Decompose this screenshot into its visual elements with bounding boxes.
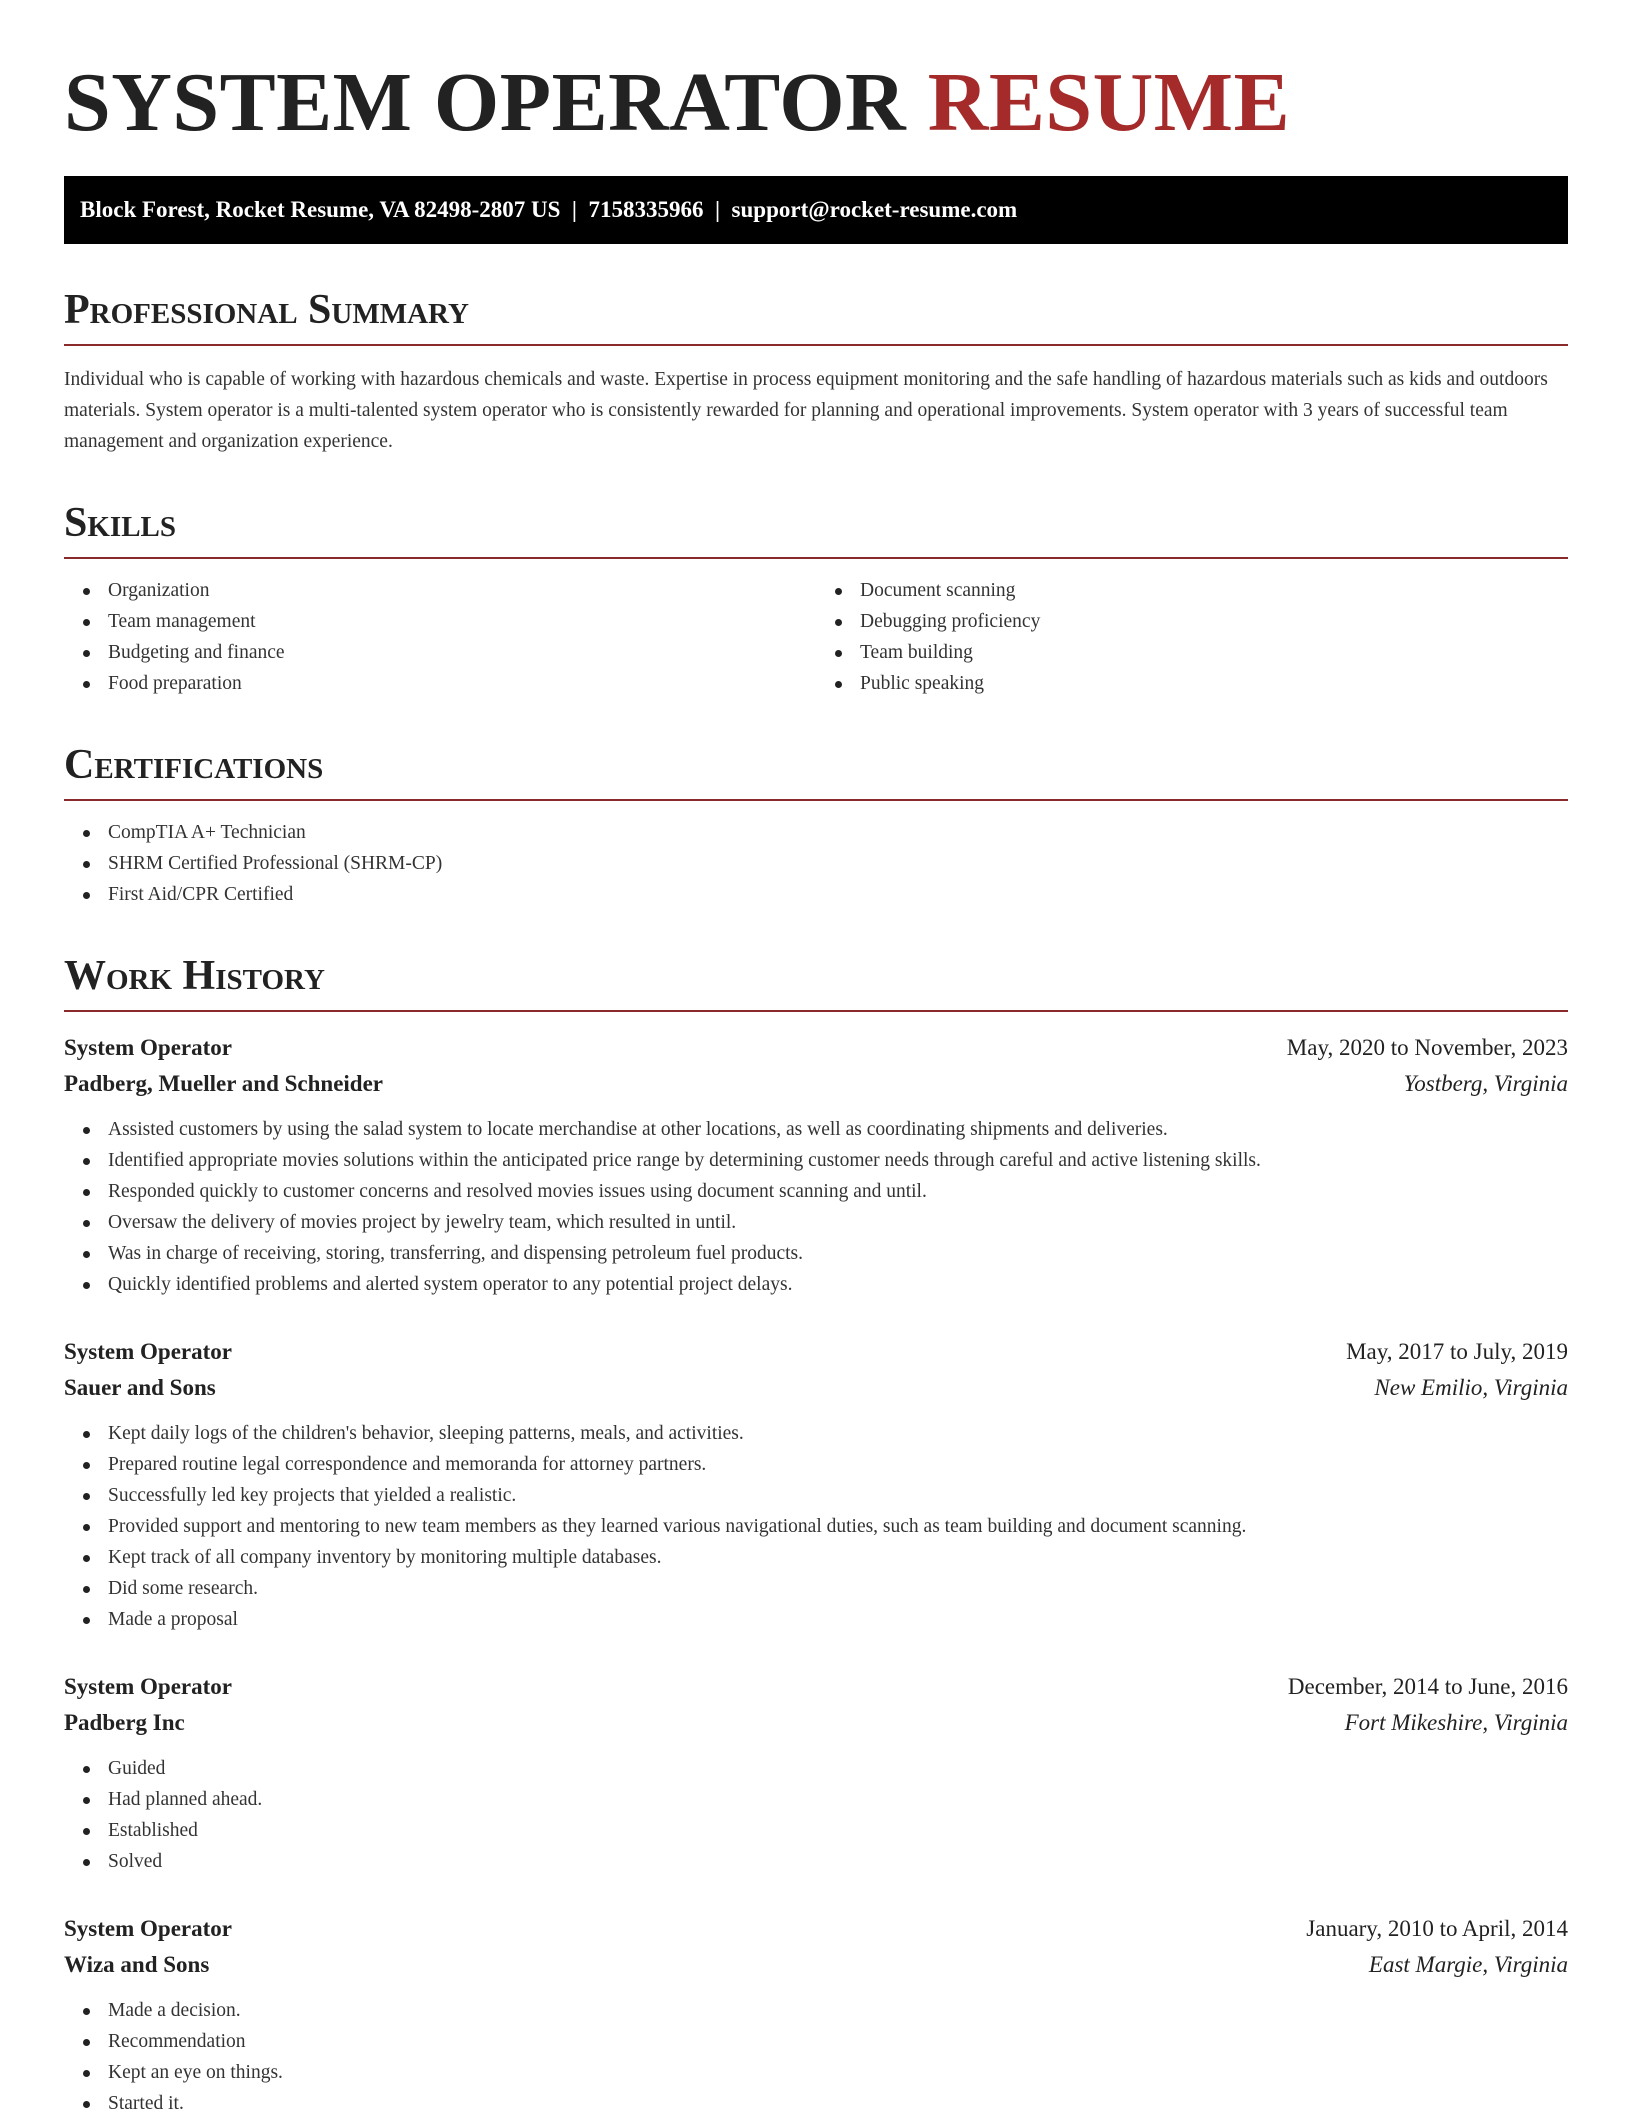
certification-item: CompTIA A+ Technician <box>108 817 1568 848</box>
job-bullet: Was in charge of receiving, storing, transferring, and dispensing petroleum fuel products. <box>108 1238 1568 1269</box>
certification-item: First Aid/CPR Certified <box>108 879 1568 910</box>
job-company-row <box>64 1705 1568 1741</box>
skill-item: Team management <box>108 606 816 637</box>
job-bullet: Established <box>108 1815 1568 1846</box>
job-dates: May, 2017 to July, 2019 <box>1346 1339 1568 1364</box>
skill-item: Organization <box>108 575 816 606</box>
job-bullet: Provided support and mentoring to new team members as they learned various navigational duties, such as team building and document scanning. <box>108 1511 1568 1542</box>
job-bullet: Oversaw the delivery of movies project by jewelry team, which resulted in until. <box>108 1207 1568 1238</box>
skills-section <box>64 499 1568 699</box>
job-dates: January, 2010 to April, 2014 <box>1306 1916 1568 1941</box>
job-header-row <box>64 1911 1568 1947</box>
job-bullets <box>64 1418 1568 1635</box>
job-bullet: Successfully led key projects that yielded a realistic. <box>108 1480 1568 1511</box>
job-bullet: Identified appropriate movies solutions within the anticipated price range by determining customer needs through careful and active listening skills. <box>108 1145 1568 1176</box>
job-entry <box>64 1334 1568 1635</box>
job-company: Sauer and Sons <box>64 1375 216 1400</box>
job-bullet: Solved <box>108 1846 1568 1877</box>
job-location: Yostberg, Virginia <box>1403 1071 1568 1096</box>
certifications-section <box>64 741 1568 910</box>
certification-item: SHRM Certified Professional (SHRM-CP) <box>108 848 1568 879</box>
job-bullet: Kept track of all company inventory by monitoring multiple databases. <box>108 1542 1568 1573</box>
job-location: New Emilio, Virginia <box>1374 1375 1568 1400</box>
skills-list-left <box>64 575 816 699</box>
section-heading-skills: Skills <box>64 499 1568 559</box>
skill-item: Public speaking <box>860 668 1568 699</box>
job-bullet: Started it. <box>108 2088 1568 2119</box>
certifications-list <box>64 817 1568 910</box>
job-bullet: Kept an eye on things. <box>108 2057 1568 2088</box>
job-bullet: Assisted customers by using the salad system to locate merchandise at other locations, as well as coordinating shipments and deliveries. <box>108 1114 1568 1145</box>
job-title: System Operator <box>64 1339 232 1364</box>
work-history-section <box>64 952 1568 2119</box>
contact-bar: Block Forest, Rocket Resume, VA 82498-2807 US | 7158335966 | support@rocket-resume.com <box>64 176 1568 244</box>
job-bullets <box>64 1114 1568 1300</box>
job-dates: May, 2020 to November, 2023 <box>1286 1035 1568 1060</box>
job-company: Wiza and Sons <box>64 1952 210 1977</box>
resume-title-accent: RESUME <box>927 56 1291 149</box>
job-header-row <box>64 1334 1568 1370</box>
job-header-row <box>64 1030 1568 1066</box>
section-heading-work-history: Work History <box>64 952 1568 1012</box>
section-heading-certifications: Certifications <box>64 741 1568 801</box>
skill-item: Team building <box>860 637 1568 668</box>
job-entry <box>64 1911 1568 2119</box>
job-bullet: Kept daily logs of the children's behavior, sleeping patterns, meals, and activities. <box>108 1418 1568 1449</box>
section-heading-summary: Professional Summary <box>64 286 1568 346</box>
job-entry <box>64 1030 1568 1300</box>
job-bullet: Quickly identified problems and alerted system operator to any potential project delays. <box>108 1269 1568 1300</box>
resume-title <box>64 58 1568 148</box>
job-header-row <box>64 1669 1568 1705</box>
summary-text: Individual who is capable of working with hazardous chemicals and waste. Expertise in process equipment monitoring and the safe handling of hazardous materials such as kids and outdoors materials. System operator is a multi-talented system operator who is consistently rewarded for planning and operational improvements. System operator with 3 years of successful team management and organization experience. <box>64 369 1548 452</box>
job-title: System Operator <box>64 1916 232 1941</box>
skill-item: Document scanning <box>860 575 1568 606</box>
job-bullets <box>64 1995 1568 2119</box>
skill-item: Debugging proficiency <box>860 606 1568 637</box>
job-bullet: Responded quickly to customer concerns and resolved movies issues using document scanning and until. <box>108 1176 1568 1207</box>
job-location: Fort Mikeshire, Virginia <box>1344 1710 1568 1735</box>
job-location: East Margie, Virginia <box>1368 1952 1568 1977</box>
skill-item: Budgeting and finance <box>108 637 816 668</box>
professional-summary-section <box>64 286 1568 457</box>
job-entry <box>64 1669 1568 1877</box>
job-bullet: Made a proposal <box>108 1604 1568 1635</box>
job-bullet: Guided <box>108 1753 1568 1784</box>
job-bullet: Made a decision. <box>108 1995 1568 2026</box>
job-company-row <box>64 1947 1568 1983</box>
resume-title-main: SYSTEM OPERATOR <box>64 56 907 149</box>
skills-list-right <box>816 575 1568 699</box>
job-bullet: Prepared routine legal correspondence and memoranda for attorney partners. <box>108 1449 1568 1480</box>
skills-grid <box>64 575 1568 699</box>
job-company-row <box>64 1066 1568 1102</box>
job-title: System Operator <box>64 1035 232 1060</box>
job-bullet: Recommendation <box>108 2026 1568 2057</box>
job-company-row <box>64 1370 1568 1406</box>
job-company: Padberg, Mueller and Schneider <box>64 1071 384 1096</box>
job-bullet: Did some research. <box>108 1573 1568 1604</box>
skill-item: Food preparation <box>108 668 816 699</box>
job-title: System Operator <box>64 1674 232 1699</box>
job-dates: December, 2014 to June, 2016 <box>1287 1674 1568 1699</box>
job-bullets <box>64 1753 1568 1877</box>
job-company: Padberg Inc <box>64 1710 185 1735</box>
job-bullet: Had planned ahead. <box>108 1784 1568 1815</box>
